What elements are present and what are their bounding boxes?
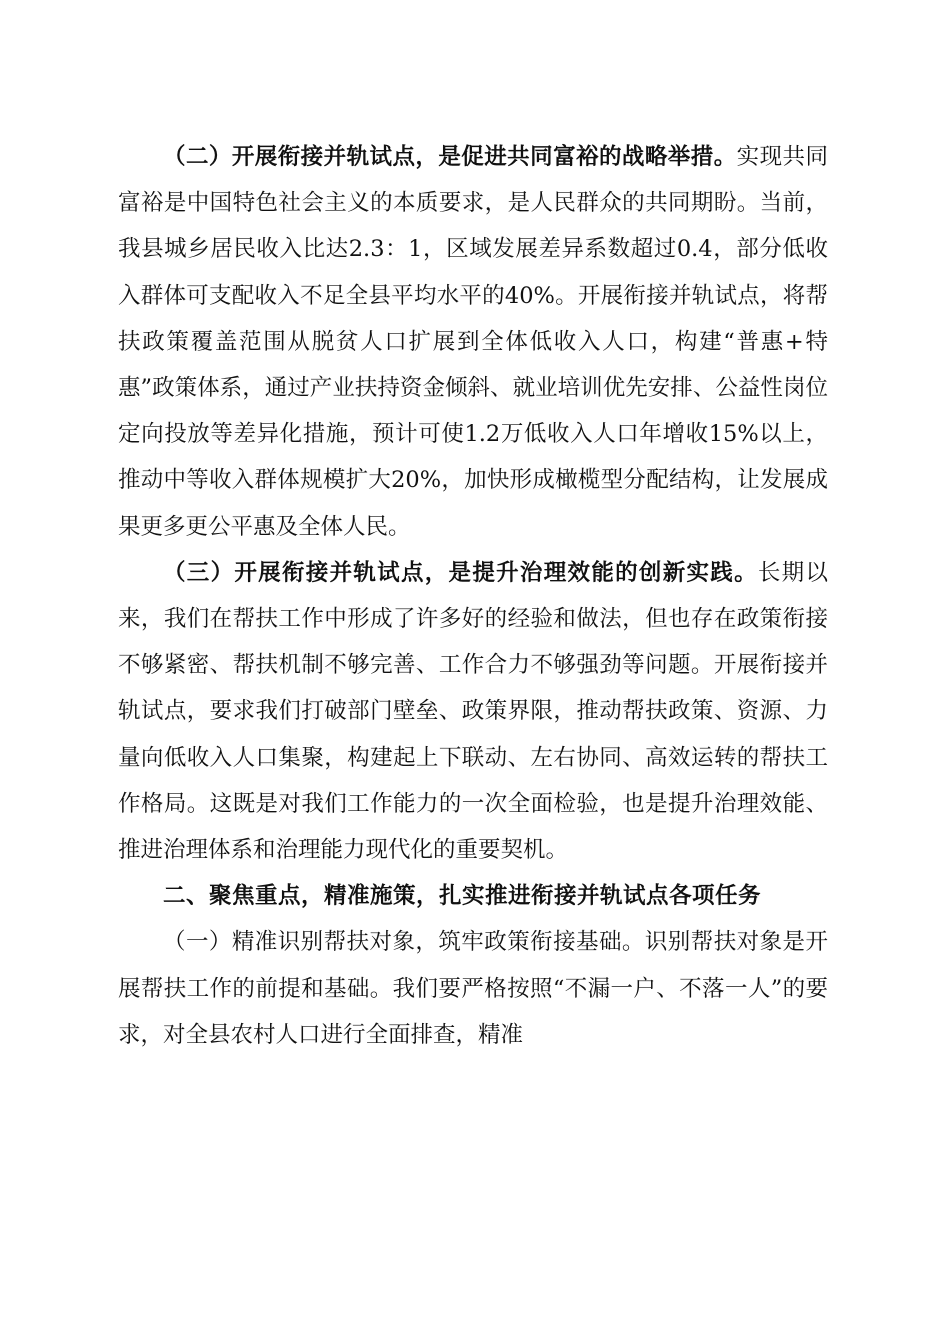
paragraph-lead: （三）开展衔接并轨试点，是提升治理效能的创新实践。	[163, 559, 758, 586]
paragraph-text: 识别帮扶对象是开展帮扶工作的前提和基础。我们要严格按照“不漏一户、不落一人”的要求，对全县农村人口进行全面排查，精准	[118, 929, 828, 1048]
section-heading: 二、聚焦重点，精准施策，扎实推进衔接并轨试点各项任务	[163, 883, 762, 910]
paragraph-governance	[118, 550, 828, 873]
paragraph-text: 实现共同富裕是中国特色社会主义的本质要求，是人民群众的共同期盼。当前，我县城乡居民收入比达2.3：1，区域发展差异系数超过0.4，部分低收入群体可支配收入不足全县平均水平的40%。开展衔接并轨试点，将帮扶政策覆盖范围从脱贫人口扩展到全体低收入人口，构建“普惠+特惠”政策体系，通过产业扶持资金倾斜、就业培训优先安排、公益性岗位定向投放等差异化措施，预计可使1.2万低收入人口年增收15%以上，推动中等收入群体规模扩大20%，加快形成橄榄型分配结构，让发展成果更多更公平惠及全体人民。	[118, 144, 828, 540]
paragraph-lead: （一）精准识别帮扶对象，筑牢政策衔接基础。	[163, 929, 645, 956]
paragraph-lead: （二）开展衔接并轨试点，是促进共同富裕的战略举措。	[163, 144, 737, 170]
paragraph-identify-targets	[118, 919, 828, 1058]
document-body	[118, 134, 828, 1058]
paragraph-text: 长期以来，我们在帮扶工作中形成了许多好的经验和做法，但也存在政策衔接不够紧密、帮扶机制不够完善、工作合力不够强劲等问题。开展衔接并轨试点，要求我们打破部门壁垒、政策界限，推动帮扶政策、资源、力量向低收入人口集聚，构建起上下联动、左右协同、高效运转的帮扶工作格局。这既是对我们工作能力的一次全面检验，也是提升治理效能、推进治理体系和治理能力现代化的重要契机。	[118, 559, 828, 864]
paragraph-common-prosperity	[118, 134, 828, 550]
